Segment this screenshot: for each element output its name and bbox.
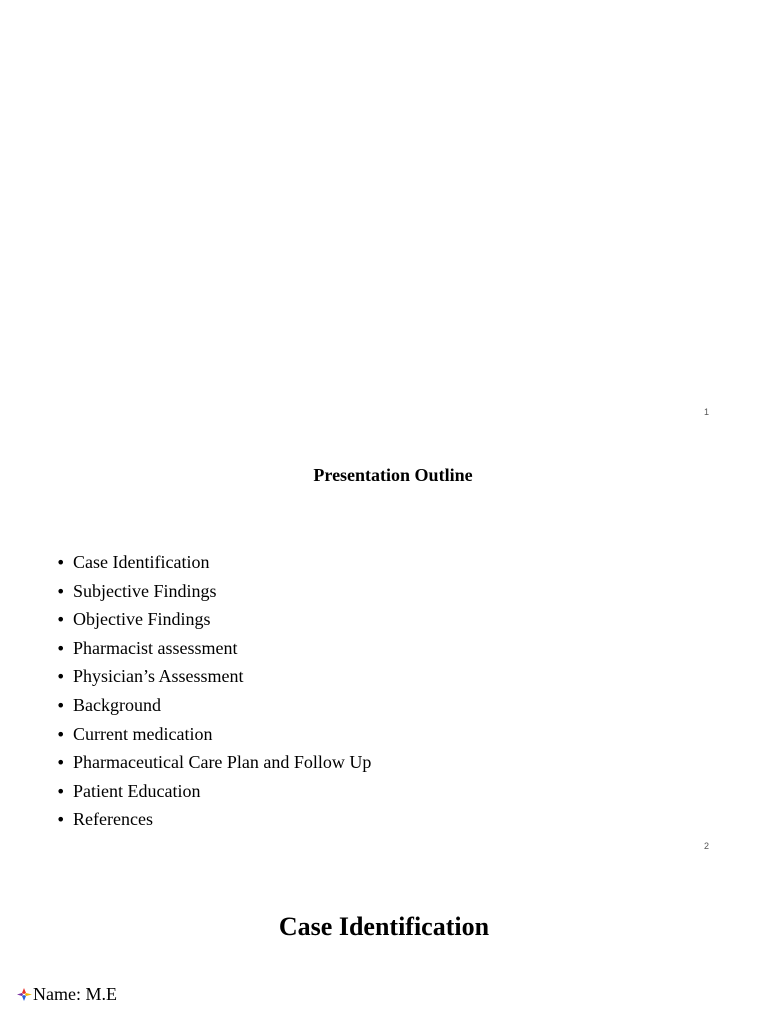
bullet-dot-icon: •: [56, 753, 66, 773]
list-item: [56, 577, 371, 606]
list-item-label: Case Identification: [73, 552, 210, 572]
list-item: [56, 777, 371, 806]
slide-number-1: 1: [704, 407, 710, 417]
list-item-label: Pharmaceutical Care Plan and Follow Up: [73, 752, 372, 773]
bullet-dot-icon: •: [56, 810, 66, 830]
list-item: [56, 805, 371, 834]
list-item: [56, 634, 371, 663]
list-item-label: Current medication: [73, 723, 213, 744]
list-item-label: Background: [73, 694, 161, 715]
bullet-dot-icon: •: [56, 724, 66, 744]
bullet-dot-icon: •: [56, 553, 66, 572]
outline-title: Presentation Outline: [313, 465, 473, 485]
bullet-dot-icon: •: [56, 610, 66, 630]
list-item-label: References: [73, 809, 153, 830]
list-item-label: Patient Education: [73, 780, 201, 801]
patient-name-line: [17, 984, 117, 1005]
list-item-label: Physician’s Assessment: [73, 666, 244, 687]
list-item: [56, 748, 371, 777]
list-item: [56, 548, 371, 577]
list-item-label: Pharmacist assessment: [73, 637, 238, 658]
slide-number-2: 2: [704, 841, 710, 851]
outline-list: [56, 548, 371, 834]
list-item: [56, 662, 371, 691]
list-item: [56, 605, 371, 634]
bullet-dot-icon: •: [56, 667, 66, 687]
patient-name-text: Name: M.E: [33, 984, 117, 1004]
bullet-dot-icon: •: [56, 638, 66, 658]
bullet-dot-icon: •: [56, 581, 66, 601]
list-item: [56, 720, 371, 749]
four-color-arrow-bullet-icon: [17, 988, 32, 1001]
bullet-dot-icon: •: [56, 695, 66, 715]
bullet-dot-icon: •: [56, 781, 66, 801]
list-item-label: Objective Findings: [73, 609, 211, 630]
list-item: [56, 691, 371, 720]
case-identification-title: Case Identification: [278, 912, 490, 941]
list-item-label: Subjective Findings: [73, 580, 217, 601]
